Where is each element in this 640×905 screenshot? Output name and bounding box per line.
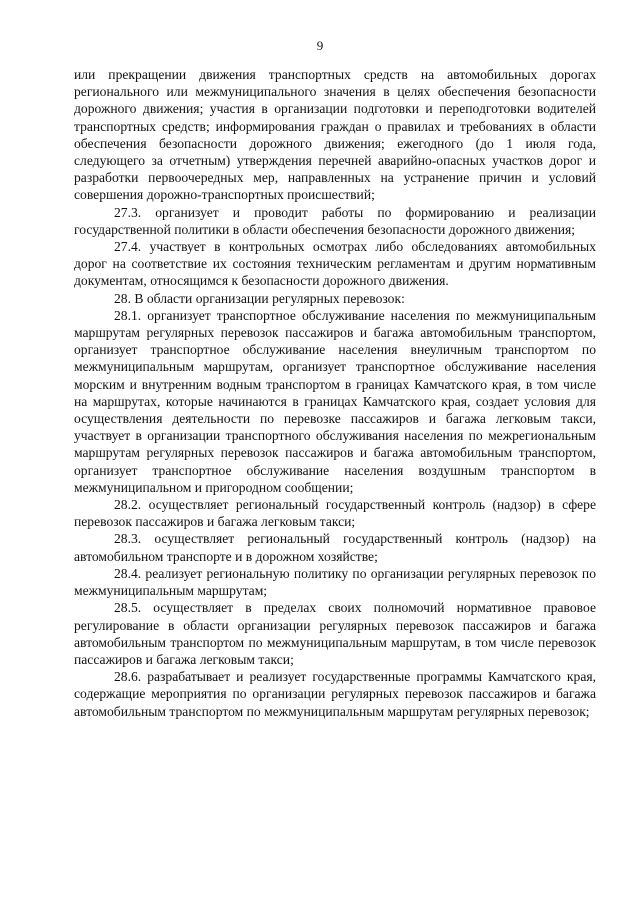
paragraph-28-4: 28.4. реализует региональную политику по организации регулярных перевозок по межмуниципальным маршрутам; [74,565,596,599]
paragraph-28-6: 28.6. разрабатывает и реализует государственные программы Камчатского края, содержащие мероприятия по организации регулярных перевозок пассажиров и багажа автомобильным транспортом по межмуниципальным маршрутам регулярных перевозок; [74,669,596,719]
paragraph-28-2: 28.2. осуществляет региональный государственный контроль (надзор) в сфере перевозок пассажиров и багажа легковым такси; [74,497,596,530]
page-number: 9 [316,38,324,53]
paragraph-28-3: 28.3. осуществляет региональный государственный контроль (надзор) на автомобильном транспорте и в дорожном хозяйстве; [74,531,596,564]
paragraph-28-5: 28.5. осуществляет в пределах своих полномочий нормативное правовое регулирование в области организации регулярных перевозок пассажиров и багажа автомобильным транспортом по межмуниципальным маршрутам, в том числе перевозок пассажиров и багажа легковым такси; [74,600,596,667]
section-heading-28: 28. В области организации регулярных перевозок: [114,290,405,306]
paragraph-28-1: 28.1. организует транспортное обслуживание населения по межмуниципальным маршрутам регулярных перевозок пассажиров и багажа автомобильным транспортом, организует транспортное обслуживание населения внеуличным транспортом по межмуниципальным маршрутам, организует транспортное обслуживание населения морским и внутренним водным транспортом в границах Камчатского края, в том числе на маршрутах, которые начинаются в границах Камчатского края, создает условия для осуществления деятельности по перевозке пассажиров и багажа легковым такси, участвует в организации транспортного обслуживания населения по межрегиональным маршрутам регулярных перевозок пассажиров и багажа автомобильным транспортом, организует транспортное обслуживание населения воздушным транспортом в межмуниципальном и пригородном сообщении; [74,307,596,495]
paragraph-continuation: или прекращении движения транспортных средств на автомобильных дорогах регионального или межмуниципального значения в целях обеспечения безопасности дорожного движения; участия в организации подготовки и переподготовки водителей транспортных средств; информирования граждан о правилах и требованиях в области обеспечения безопасности дорожного движения; ежегодного (до 1 июля года, следующего за отчетным) утверждения перечней аварийно-опасных участков дорог и разработки первоочередных мер, направленных на устранение причин и условий совершения дорожно-транспортных происшествий; [74,67,596,203]
paragraph-27-4: 27.4. участвует в контрольных осмотрах либо обследованиях автомобильных дорог на соответствие их состояния техническим регламентам и другим нормативным документам, относящимся к безопасности дорожного движения. [74,239,596,289]
paragraph-27-3: 27.3. организует и проводит работы по формированию и реализации государственной политики в области обеспечения безопасности дорожного движения; [74,204,596,237]
document-body [74,66,596,720]
